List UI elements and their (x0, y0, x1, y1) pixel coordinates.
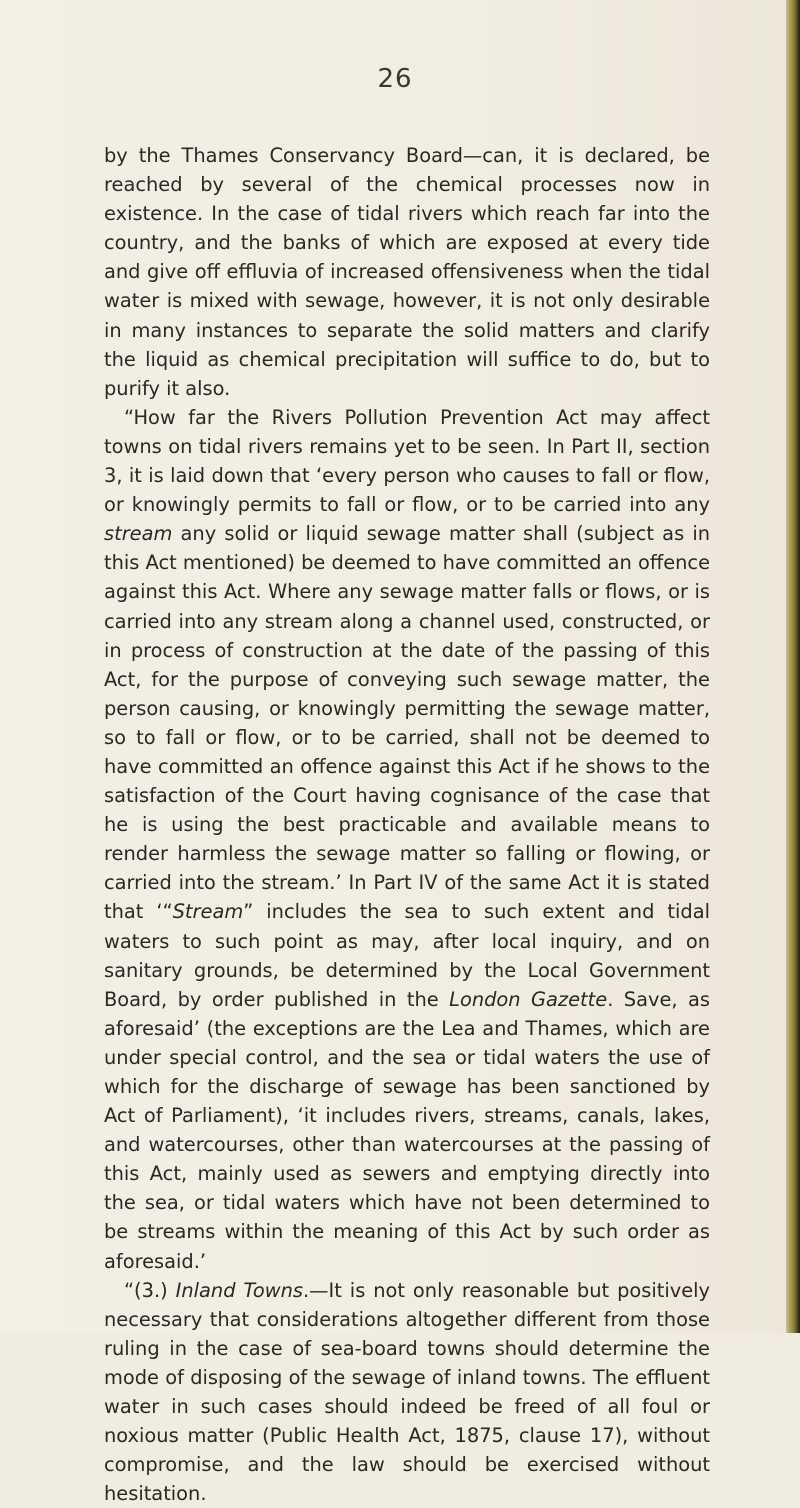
italic-london-gazette: London Gazette (449, 987, 608, 1011)
italic-term-stream-definition: Stream (172, 900, 244, 924)
paragraph-2 (104, 403, 710, 1276)
page-number: 26 (377, 64, 413, 94)
text-span: by the Thames Conservancy Board—can, it is declared, be reached by several of the chemical processes now in existence. In the case of tidal rivers which reach far into the country, and the banks of which are exposed at every tide and give off effluvia of increased offensiveness when the tidal water is mixed with sewage, however, it is not only desirable in many instances to separate the solid matters and clarify the liquid as chemical precipitation will suffice to do, but to purify it also. (104, 144, 710, 400)
italic-inland-towns-heading: Inland Towns (175, 1278, 303, 1302)
body-text (104, 141, 710, 1508)
page-edge-shadow (786, 0, 800, 1333)
paragraph-3 (104, 1276, 710, 1508)
text-span: “How far the Rivers Pollution Prevention Act may affect towns on tidal rivers remains yet to be seen. In Part II, section 3, it is laid down that ‘every person who causes to fall or flow, or knowingly permits to fall or flow, or to be carried into any (104, 405, 710, 517)
text-span: .—It is not only reasonable but positively necessary that considerations altogether different from those ruling in the case of sea-board towns should determine the mode of disposing of the sewage of inland towns. The effluent water in such cases should indeed be freed of all foul or noxious matter (Public Health Act, 1875, clause 17), without compromise, and the law should be exercised without hesitation. (104, 1278, 710, 1506)
text-span: ” includes the sea to such extent and tidal waters to such point as may, after local inquiry, and on sanitary grounds, be determined by the Local Government Board, by order published in the (104, 900, 710, 1011)
text-span: . Save, as aforesaid’ (the exceptions are the Lea and Thames, which are under special control, and the sea or tidal waters the use of which for the discharge of sewage has been sanctioned by Act of Parliament), ‘it includes rivers, streams, canals, lakes, and watercourses, other than watercourses at the passing of this Act, mainly used as sewers and emptying directly into the sea, or tidal waters which have not been determined to be streams within the meaning of this Act by such order as aforesaid.’ (104, 987, 710, 1273)
italic-term-stream: stream (104, 522, 173, 546)
paragraph-1 (104, 141, 710, 403)
text-span: any solid or liquid sewage matter shall (subject as in this Act mentioned) be deemed to have committed an offence against this Act. Where any sewage matter falls or flows, or is carried into any stream along a channel used, constructed, or in process of construction at the date of the passing of this Act, for the purpose of conveying such sewage matter, the person causing, or knowingly permitting the sewage matter, so to fall or flow, or to be carried, shall not be deemed to have committed an offence against this Act if he shows to the satisfaction of the Court having cognisance of the case that he is using the best practicable and available means to render harmless the sewage matter so falling or flowing, or carried into the stream.’ In Part IV of the same Act it is stated that ‘“ (104, 522, 711, 924)
text-span: “(3.) (124, 1278, 176, 1302)
